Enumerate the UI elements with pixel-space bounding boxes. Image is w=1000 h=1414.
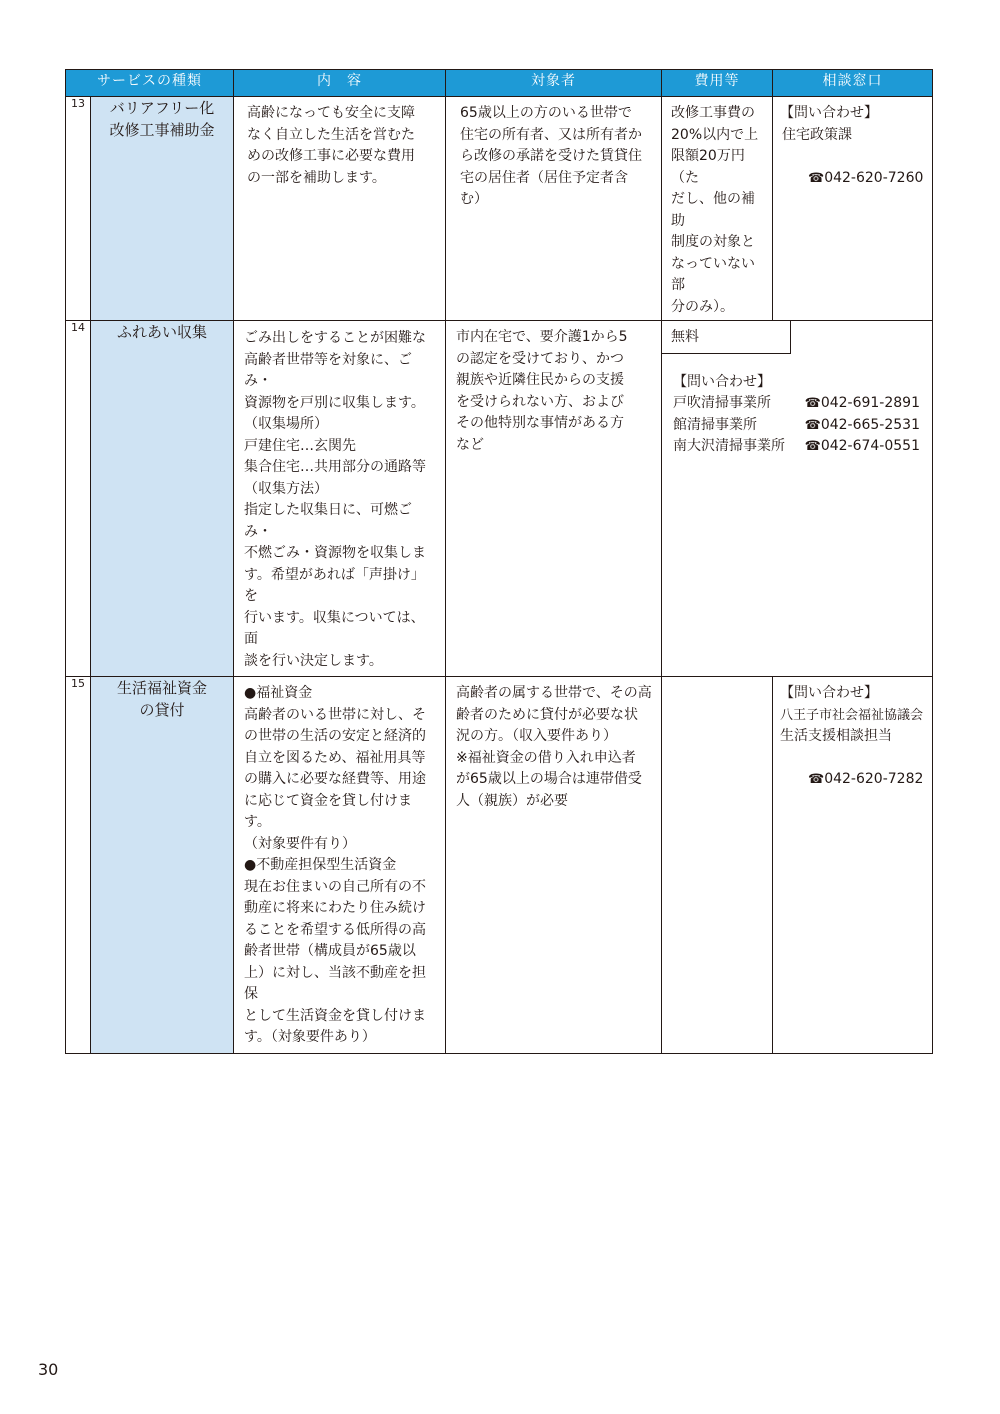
contact-phone bbox=[780, 146, 924, 189]
header-cost: 費用等 bbox=[662, 70, 773, 97]
content-text: 高齢になっても安全に支障 なく自立した生活を営むた めの改修工事に必要な費用 の一部を補助します。 bbox=[247, 105, 415, 186]
phone-icon: ☎ bbox=[808, 772, 825, 787]
contact-cell bbox=[773, 97, 933, 321]
contact-block bbox=[662, 354, 932, 458]
contact-label: 【問い合わせ】 bbox=[780, 105, 878, 121]
content-cell bbox=[234, 677, 446, 1054]
header-service-type: サービスの種類 bbox=[66, 70, 234, 97]
phone-icon: ☎ bbox=[808, 170, 825, 186]
service-name-line: 改修工事補助金 bbox=[109, 121, 215, 139]
office-row bbox=[673, 436, 920, 458]
contact-office: 住宅政策課 bbox=[782, 126, 852, 143]
cost-cell bbox=[662, 677, 773, 1054]
target-cell bbox=[446, 677, 662, 1054]
office-name: 戸吹清掃事業所 bbox=[673, 395, 771, 411]
cost-cell bbox=[662, 97, 773, 321]
cost-contact-cell bbox=[662, 321, 933, 677]
office-phone bbox=[805, 415, 920, 437]
service-name-line: ふれあい収集 bbox=[116, 323, 207, 341]
contact-office: 八王子市社会福祉協議会 bbox=[780, 707, 924, 723]
office-row bbox=[673, 393, 920, 415]
target-text: 高齢者の属する世帯で、その高 齢者のために貸付が必要な状 況の方。（収入要件あり） ※福祉資金の借り入れ申込者 が65歳以上の場合は連帯借受 人（親族）が必要 bbox=[456, 685, 652, 809]
content-text: ●福祉資金 高齢者のいる世帯に対し、そ の世帯の生活の安定と経済的 自立を図るため、福祉用具等 の購入に必要な経費等、用途 に応じて資金を貸し付けます。 （対象要件有り） ●不動産担保型生活資金 現在お住まいの自己所有の不 動産に将来にわたり住み続け ることを希望する低所得の高 齢者世帯（構成員が65歳以 上）に対し、当該不動産を担保 として生活資金を貸し付けま す。（対象要件あり） bbox=[244, 685, 426, 1045]
cost-text: 無料 bbox=[662, 321, 791, 354]
table-row bbox=[66, 321, 933, 677]
table-row bbox=[66, 677, 933, 1054]
page-number: 30 bbox=[38, 1360, 59, 1379]
office-name: 館清掃事業所 bbox=[673, 416, 757, 433]
service-name-line: 生活福祉資金 bbox=[116, 679, 207, 697]
services-table bbox=[65, 69, 933, 1054]
office-phone bbox=[805, 393, 920, 415]
phone-number: 042-620-7260 bbox=[824, 169, 924, 186]
phone-number: 042-620-7282 bbox=[824, 771, 924, 787]
phone-number: 042-665-2531 bbox=[820, 416, 920, 433]
row-number: 15 bbox=[66, 677, 91, 1054]
content-cell bbox=[234, 321, 446, 677]
header-contact: 相談窓口 bbox=[773, 70, 933, 97]
contact-phone bbox=[780, 748, 924, 791]
contact-label: 【問い合わせ】 bbox=[673, 373, 771, 390]
phone-number: 042-674-0551 bbox=[820, 438, 920, 454]
target-cell bbox=[446, 97, 662, 321]
table-header-row bbox=[66, 70, 933, 97]
contact-cell bbox=[773, 677, 933, 1054]
service-name-line: の貸付 bbox=[139, 701, 185, 719]
phone-icon: ☎ bbox=[804, 417, 821, 433]
contact-label: 【問い合わせ】 bbox=[780, 685, 878, 701]
target-cell bbox=[446, 321, 662, 677]
office-phone bbox=[805, 436, 920, 458]
service-name bbox=[91, 321, 234, 677]
phone-number: 042-691-2891 bbox=[820, 395, 920, 411]
header-content: 内 容 bbox=[234, 70, 446, 97]
phone-icon: ☎ bbox=[804, 439, 821, 454]
cost-text: 改修工事費の 20%以内で上 限額20万円（た だし、他の補助 制度の対象と なっていない部 分のみ）。 bbox=[671, 105, 759, 315]
content-text: ごみ出しをすることが困難な 高齢者世帯等を対象に、ごみ・ 資源物を戸別に収集します。 （収集場所） 戸建住宅…玄関先 集合住宅…共用部分の通路等 （収集方法） 指定した収集日に、可燃ごみ・ 不燃ごみ・資源物を収集しま す。希望があれば「声掛け」を 行います。収集については、面 談を行い決定します。 bbox=[244, 330, 426, 669]
office-name: 南大沢清掃事業所 bbox=[673, 438, 785, 454]
header-target: 対象者 bbox=[446, 70, 662, 97]
service-name-line: バリアフリー化 bbox=[109, 99, 215, 117]
contact-office: 生活支援相談担当 bbox=[780, 728, 892, 744]
service-name bbox=[91, 97, 234, 321]
phone-icon: ☎ bbox=[804, 396, 821, 411]
target-text: 65歳以上の方のいる世帯で 住宅の所有者、又は所有者か ら改修の承諾を受けた賃貸住 宅の居住者（居住予定者含 む） bbox=[460, 105, 642, 207]
target-text: 市内在宅で、要介護1から5 の認定を受けており、かつ 親族や近隣住民からの支援 を受けられない方、および その他特別な事情がある方 など bbox=[456, 329, 628, 453]
row-number: 13 bbox=[66, 97, 91, 321]
row-number: 14 bbox=[66, 321, 91, 677]
service-name bbox=[91, 677, 234, 1054]
office-row bbox=[673, 415, 920, 437]
table-row bbox=[66, 97, 933, 321]
content-cell bbox=[234, 97, 446, 321]
